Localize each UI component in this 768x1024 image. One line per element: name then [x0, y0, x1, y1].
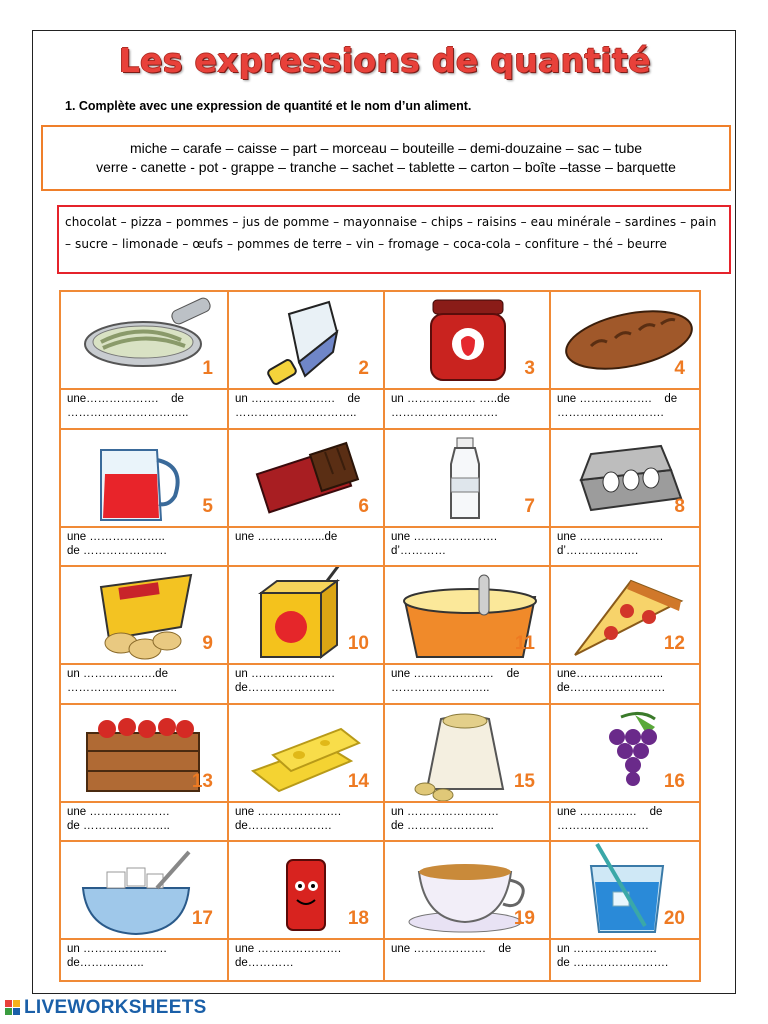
exercise-cell	[551, 292, 699, 430]
lemonade-glass-icon	[551, 842, 711, 938]
exercise-cell	[229, 567, 385, 705]
exercise-cell	[551, 430, 699, 568]
picture-area	[61, 842, 227, 940]
item-number: 13	[191, 770, 213, 792]
instruction: 1. Complète avec une expression de quantité et le nom d’un aliment.	[65, 99, 472, 113]
answer-line-2: d’……………….	[557, 544, 639, 557]
answer-line-1: un …………………. de	[235, 393, 361, 405]
bread-loaf-icon	[551, 292, 711, 388]
exercise-cell	[229, 430, 385, 568]
item-number: 14	[347, 770, 369, 792]
answer-line-2: de………………….	[235, 819, 332, 832]
answer-line-1: un ……………….de	[67, 668, 168, 681]
water-bottle-icon	[385, 430, 545, 526]
picture-area	[61, 567, 227, 665]
picture-area	[551, 842, 699, 940]
picture-area	[229, 842, 383, 940]
containers-word-bank	[41, 125, 731, 191]
picture-area	[61, 430, 227, 528]
answer-line-2: de…………………..	[235, 682, 335, 695]
item-number: 16	[663, 770, 685, 792]
containers-line-1: miche – carafe – caisse – part – morceau – bouteille – demi-douzaine – sac – tube	[129, 140, 643, 156]
answer-line-2: de …………………….	[557, 957, 669, 970]
answer-line-2: de…………	[235, 957, 294, 970]
item-number: 11	[514, 633, 535, 655]
answer-line-2: ………………………..	[67, 682, 177, 695]
picture-area	[551, 705, 699, 803]
answer-line-1: une ……………...de	[235, 530, 338, 543]
answer-line-1: une ………………….	[391, 530, 498, 543]
answer-blank[interactable]	[235, 392, 379, 420]
answer-blank[interactable]	[391, 667, 545, 695]
answer-line-2: de…………………….	[557, 682, 665, 695]
exercise-grid	[59, 290, 701, 982]
answer-line-1: un ………………….	[67, 943, 167, 956]
picture-area	[61, 705, 227, 803]
answer-line-1: un ………………….	[557, 943, 657, 956]
item-number: 2	[358, 358, 369, 379]
picture-area	[385, 430, 549, 528]
exercise-cell	[385, 292, 551, 430]
item-number: 18	[347, 908, 369, 930]
exercise-cell	[229, 842, 385, 980]
answer-blank[interactable]	[235, 942, 379, 970]
answer-line-2: de …………………..	[391, 819, 494, 832]
exercise-cell	[229, 705, 385, 843]
exercise-cell	[551, 842, 699, 980]
sardine-tin-icon	[61, 292, 221, 388]
pizza-slice-icon	[551, 567, 711, 663]
exercise-cell	[61, 705, 229, 843]
answer-blank[interactable]	[391, 392, 545, 420]
answer-blank[interactable]	[557, 392, 695, 420]
picture-area	[551, 430, 699, 528]
footer-brand: LIVEWORKSHEETS	[24, 997, 207, 1018]
answer-blank[interactable]	[67, 530, 223, 558]
item-number: 4	[674, 358, 685, 379]
answer-line-2: ……………………	[557, 819, 649, 832]
item-number: 9	[202, 633, 213, 655]
exercise-cell	[229, 292, 385, 430]
exercise-cell	[61, 430, 229, 568]
item-number: 17	[191, 908, 213, 930]
answer-line-1: une ………………… de	[391, 668, 520, 681]
chips-bag-icon	[61, 567, 221, 663]
answer-line-2: ……………………….	[557, 407, 664, 419]
juice-pitcher-icon	[61, 430, 221, 526]
answer-blank[interactable]	[391, 942, 545, 956]
picture-area	[385, 567, 549, 665]
footer	[4, 996, 207, 1020]
answer-line-1: une …………………	[67, 805, 170, 818]
exercise-cell	[61, 292, 229, 430]
exercise-cell	[551, 567, 699, 705]
exercise-cell	[61, 842, 229, 980]
answer-line-1: une ………………..	[67, 530, 165, 543]
item-number: 3	[524, 358, 535, 379]
answer-line-1: une…………………..	[557, 668, 664, 681]
answer-blank[interactable]	[67, 392, 223, 420]
picture-area	[229, 705, 383, 803]
answer-blank[interactable]	[235, 530, 379, 544]
page-title: Les expressions de quantité	[118, 41, 652, 80]
answer-blank[interactable]	[235, 805, 379, 833]
answer-blank[interactable]	[557, 805, 695, 833]
answer-line-1: un ……………………	[391, 805, 499, 818]
answer-blank[interactable]	[557, 667, 695, 695]
item-number: 19	[513, 908, 535, 930]
picture-area	[385, 705, 549, 803]
answer-line-1: une ………………….	[557, 530, 664, 543]
answer-line-2: d’…………	[391, 544, 446, 557]
exercise-cell	[385, 430, 551, 568]
picture-area	[551, 292, 699, 390]
answer-line-1: un ………………….	[235, 668, 335, 681]
item-number: 15	[513, 770, 535, 792]
answer-line-1: une ………………. de	[391, 943, 512, 956]
picture-area	[229, 292, 383, 390]
exercise-cell	[551, 705, 699, 843]
answer-line-1: une ………………….	[235, 943, 342, 956]
picture-area	[61, 292, 227, 390]
item-number: 8	[674, 495, 685, 517]
answer-blank[interactable]	[391, 530, 545, 558]
picture-area	[229, 567, 383, 665]
liveworksheets-logo-icon	[4, 997, 22, 1019]
grape-bunch-icon	[551, 705, 711, 801]
answer-line-1: une ………………. de	[557, 393, 678, 405]
answer-blank[interactable]	[67, 942, 223, 970]
answer-line-2: …………………………..	[67, 407, 189, 419]
answer-blank[interactable]	[67, 667, 223, 695]
answer-blank[interactable]	[557, 942, 695, 970]
picture-area	[385, 842, 549, 940]
exercise-cell	[385, 842, 551, 980]
item-number: 5	[202, 495, 213, 517]
item-number: 7	[524, 495, 535, 517]
jam-jar-icon	[385, 292, 545, 388]
answer-line-2: de……………..	[67, 957, 144, 970]
answer-line-2: de ………………….	[67, 544, 167, 557]
answer-blank[interactable]	[391, 805, 545, 833]
answer-line-2: ……………………..	[391, 682, 490, 695]
picture-area	[385, 292, 549, 390]
item-number: 10	[347, 633, 369, 655]
item-number: 6	[358, 495, 369, 517]
item-number: 1	[202, 358, 213, 379]
answer-line-1: un ……………… …..de	[391, 393, 510, 405]
answer-line-1: une………………. de	[67, 393, 184, 405]
foods-word-bank: chocolat – pizza – pommes – jus de pomme – mayonnaise – chips – raisins – eau minérale – sardines – pain – sucre – limonade – œufs – pommes de terre – vin – fromage – coca-cola – confiture – thé – beurre	[57, 205, 731, 274]
answer-line-2: de …………………..	[67, 819, 170, 832]
exercise-cell	[61, 567, 229, 705]
exercise-cell	[385, 567, 551, 705]
answer-blank[interactable]	[67, 805, 223, 833]
answer-line-2: …………………………..	[235, 407, 357, 419]
answer-line-2: ……………………….	[391, 407, 498, 419]
picture-area	[229, 430, 383, 528]
answer-line-1: une …………… de	[557, 805, 663, 818]
answer-blank[interactable]	[235, 667, 379, 695]
answer-line-1: une ………………….	[235, 805, 342, 818]
answer-blank[interactable]	[557, 530, 695, 558]
exercise-cell	[385, 705, 551, 843]
picture-area	[551, 567, 699, 665]
egg-carton-icon	[551, 430, 711, 526]
item-number: 12	[663, 633, 685, 655]
containers-line-2: verre - canette - pot - grappe – tranche – sachet – tablette – carton – boîte –tasse – barquette	[96, 159, 676, 175]
item-number: 20	[663, 908, 685, 930]
